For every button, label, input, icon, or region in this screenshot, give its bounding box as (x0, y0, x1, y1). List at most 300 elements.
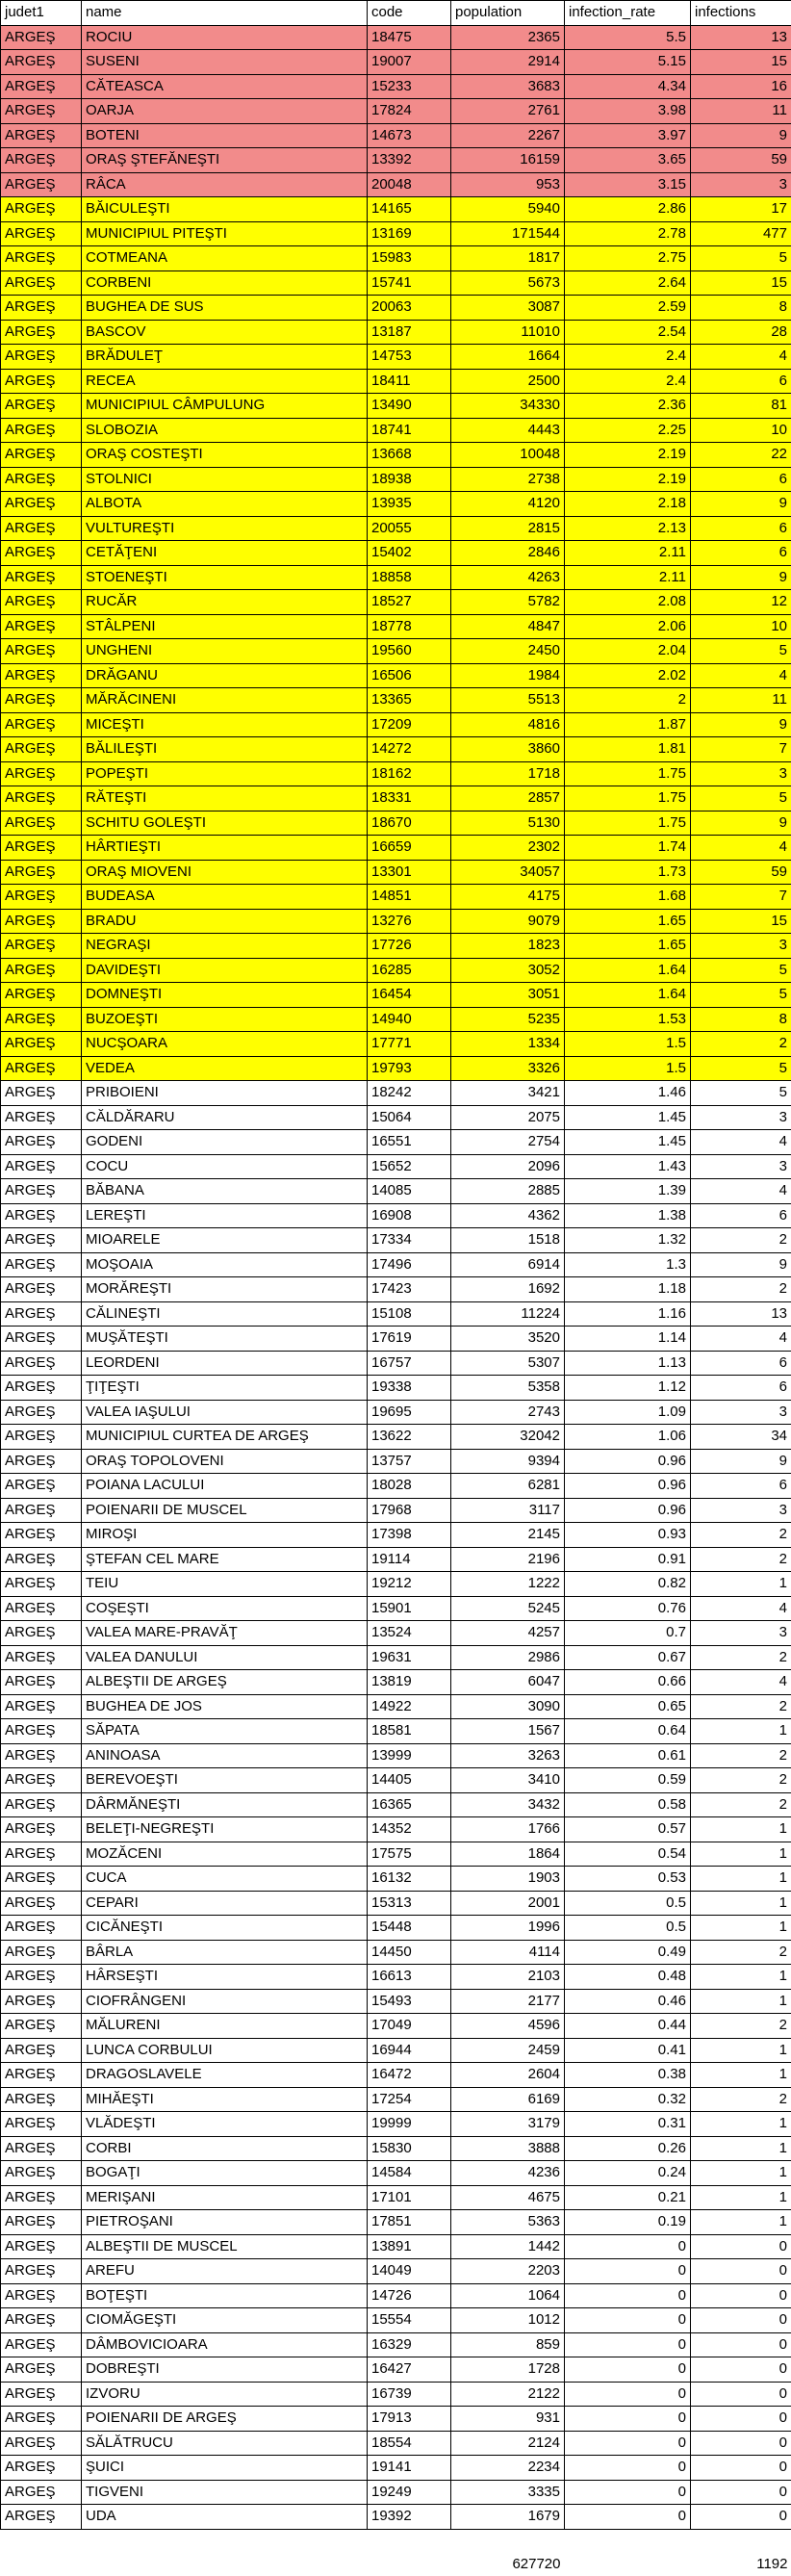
cell-name[interactable]: CICĂNEŞTI (82, 1916, 368, 1941)
cell-infection-rate[interactable]: 1.43 (565, 1154, 691, 1179)
cell-judet1[interactable]: ARGEŞ (1, 590, 82, 615)
cell-infection-rate[interactable]: 2.11 (565, 565, 691, 590)
cell-infection-rate[interactable]: 2.19 (565, 443, 691, 468)
cell-name[interactable]: STOLNICI (82, 467, 368, 492)
cell-name[interactable]: CETĂŢENI (82, 541, 368, 566)
cell-name[interactable]: GODENI (82, 1130, 368, 1155)
cell-code[interactable]: 14726 (368, 2283, 451, 2308)
cell-name[interactable]: UDA (82, 2505, 368, 2530)
cell-name[interactable]: DÂMBOVICIOARA (82, 2332, 368, 2357)
cell-population[interactable]: 2096 (451, 1154, 565, 1179)
cell-judet1[interactable]: ARGEŞ (1, 2332, 82, 2357)
cell-judet1[interactable]: ARGEŞ (1, 983, 82, 1008)
cell-infection-rate[interactable]: 1.53 (565, 1007, 691, 1032)
cell-name[interactable]: CORBENI (82, 270, 368, 296)
cell-code[interactable]: 19999 (368, 2112, 451, 2137)
cell-infections[interactable]: 22 (691, 443, 791, 468)
cell-population[interactable]: 2761 (451, 99, 565, 124)
cell-code[interactable]: 17496 (368, 1252, 451, 1277)
cell-judet1[interactable]: ARGEŞ (1, 2014, 82, 2039)
cell-population[interactable]: 4120 (451, 492, 565, 517)
cell-population[interactable]: 953 (451, 172, 565, 197)
cell-infections[interactable]: 3 (691, 172, 791, 197)
cell-name[interactable]: COCU (82, 1154, 368, 1179)
cell-infections[interactable]: 6 (691, 1351, 791, 1376)
cell-population[interactable]: 859 (451, 2332, 565, 2357)
cell-population[interactable]: 1766 (451, 1817, 565, 1842)
cell-judet1[interactable]: ARGEŞ (1, 25, 82, 50)
cell-infections[interactable]: 4 (691, 1130, 791, 1155)
cell-infections[interactable]: 15 (691, 270, 791, 296)
cell-population[interactable]: 6047 (451, 1670, 565, 1695)
cell-code[interactable]: 14450 (368, 1940, 451, 1965)
cell-infection-rate[interactable]: 5.5 (565, 25, 691, 50)
cell-name[interactable]: PIETROŞANI (82, 2210, 368, 2235)
cell-name[interactable]: AREFU (82, 2259, 368, 2284)
cell-code[interactable]: 19560 (368, 639, 451, 664)
cell-name[interactable]: BUDEASA (82, 885, 368, 910)
header-name[interactable]: name (82, 1, 368, 26)
cell-infection-rate[interactable]: 0 (565, 2456, 691, 2481)
cell-judet1[interactable]: ARGEŞ (1, 1425, 82, 1450)
cell-name[interactable]: LUNCA CORBULUI (82, 2038, 368, 2063)
cell-infections[interactable]: 2 (691, 2087, 791, 2112)
cell-judet1[interactable]: ARGEŞ (1, 1645, 82, 1670)
cell-population[interactable]: 1222 (451, 1572, 565, 1597)
header-code[interactable]: code (368, 1, 451, 26)
cell-infection-rate[interactable]: 2.59 (565, 296, 691, 321)
cell-population[interactable]: 4816 (451, 712, 565, 737)
cell-code[interactable]: 18028 (368, 1474, 451, 1499)
cell-judet1[interactable]: ARGEŞ (1, 934, 82, 959)
cell-infection-rate[interactable]: 2.36 (565, 394, 691, 419)
cell-infection-rate[interactable]: 2.19 (565, 467, 691, 492)
cell-judet1[interactable]: ARGEŞ (1, 1719, 82, 1744)
cell-judet1[interactable]: ARGEŞ (1, 172, 82, 197)
cell-infection-rate[interactable]: 2.4 (565, 369, 691, 394)
cell-infection-rate[interactable]: 0 (565, 2332, 691, 2357)
cell-infection-rate[interactable]: 0.93 (565, 1523, 691, 1548)
cell-code[interactable]: 13891 (368, 2234, 451, 2259)
cell-population[interactable]: 2075 (451, 1105, 565, 1130)
cell-infection-rate[interactable]: 0.65 (565, 1694, 691, 1719)
cell-population[interactable]: 3432 (451, 1792, 565, 1817)
cell-code[interactable]: 19793 (368, 1056, 451, 1081)
cell-infection-rate[interactable]: 5.15 (565, 50, 691, 75)
cell-population[interactable]: 3410 (451, 1768, 565, 1793)
cell-code[interactable]: 13622 (368, 1425, 451, 1450)
cell-code[interactable]: 15233 (368, 74, 451, 99)
cell-name[interactable]: ORAŞ COSTEŞTI (82, 443, 368, 468)
cell-code[interactable]: 13668 (368, 443, 451, 468)
cell-judet1[interactable]: ARGEŞ (1, 1130, 82, 1155)
cell-judet1[interactable]: ARGEŞ (1, 2456, 82, 2481)
cell-population[interactable]: 1692 (451, 1277, 565, 1302)
cell-infection-rate[interactable]: 0.19 (565, 2210, 691, 2235)
cell-infections[interactable]: 81 (691, 394, 791, 419)
cell-judet1[interactable]: ARGEŞ (1, 1596, 82, 1621)
cell-code[interactable]: 17209 (368, 712, 451, 737)
cell-infection-rate[interactable]: 2.04 (565, 639, 691, 664)
cell-judet1[interactable]: ARGEŞ (1, 761, 82, 786)
cell-judet1[interactable]: ARGEŞ (1, 197, 82, 222)
header-infections[interactable]: infections (691, 1, 791, 26)
cell-infection-rate[interactable]: 0 (565, 2480, 691, 2505)
cell-infections[interactable]: 9 (691, 1252, 791, 1277)
cell-judet1[interactable]: ARGEŞ (1, 1694, 82, 1719)
header-judet1[interactable]: judet1 (1, 1, 82, 26)
cell-infections[interactable]: 10 (691, 418, 791, 443)
cell-infection-rate[interactable]: 1.3 (565, 1252, 691, 1277)
cell-code[interactable]: 16285 (368, 958, 451, 983)
cell-infection-rate[interactable]: 3.98 (565, 99, 691, 124)
cell-name[interactable]: SĂLĂTRUCU (82, 2431, 368, 2456)
cell-infections[interactable]: 2 (691, 1523, 791, 1548)
cell-infection-rate[interactable]: 2.4 (565, 345, 691, 370)
cell-population[interactable]: 2754 (451, 1130, 565, 1155)
cell-name[interactable]: BUZOEŞTI (82, 1007, 368, 1032)
cell-infections[interactable]: 2 (691, 1768, 791, 1793)
cell-judet1[interactable]: ARGEŞ (1, 2038, 82, 2063)
cell-code[interactable]: 17334 (368, 1228, 451, 1253)
cell-infection-rate[interactable]: 0.76 (565, 1596, 691, 1621)
cell-judet1[interactable]: ARGEŞ (1, 2407, 82, 2432)
cell-judet1[interactable]: ARGEŞ (1, 2505, 82, 2530)
cell-code[interactable]: 17771 (368, 1032, 451, 1057)
cell-infections[interactable]: 7 (691, 737, 791, 762)
cell-judet1[interactable]: ARGEŞ (1, 1474, 82, 1499)
cell-code[interactable]: 13490 (368, 394, 451, 419)
cell-infection-rate[interactable]: 0 (565, 2407, 691, 2432)
cell-infection-rate[interactable]: 0.61 (565, 1743, 691, 1768)
cell-name[interactable]: POIENARII DE ARGEŞ (82, 2407, 368, 2432)
cell-judet1[interactable]: ARGEŞ (1, 1203, 82, 1228)
cell-infection-rate[interactable]: 1.09 (565, 1400, 691, 1425)
cell-judet1[interactable]: ARGEŞ (1, 909, 82, 934)
cell-code[interactable]: 15313 (368, 1891, 451, 1916)
cell-infection-rate[interactable]: 1.32 (565, 1228, 691, 1253)
cell-code[interactable]: 15108 (368, 1301, 451, 1327)
cell-population[interactable]: 3052 (451, 958, 565, 983)
cell-judet1[interactable]: ARGEŞ (1, 1179, 82, 1204)
cell-name[interactable]: POIANA LACULUI (82, 1474, 368, 1499)
cell-name[interactable]: MERIŞANI (82, 2185, 368, 2210)
cell-infection-rate[interactable]: 0.7 (565, 1621, 691, 1646)
cell-population[interactable]: 1984 (451, 663, 565, 688)
cell-judet1[interactable]: ARGEŞ (1, 565, 82, 590)
cell-infection-rate[interactable]: 0.53 (565, 1867, 691, 1892)
cell-name[interactable]: HÂRSEŞTI (82, 1965, 368, 1990)
cell-population[interactable]: 6281 (451, 1474, 565, 1499)
cell-name[interactable]: ANINOASA (82, 1743, 368, 1768)
cell-population[interactable]: 1823 (451, 934, 565, 959)
cell-code[interactable]: 19249 (368, 2480, 451, 2505)
cell-judet1[interactable]: ARGEŞ (1, 2185, 82, 2210)
cell-name[interactable]: ORAŞ MIOVENI (82, 860, 368, 885)
cell-judet1[interactable]: ARGEŞ (1, 1376, 82, 1401)
cell-infection-rate[interactable]: 3.65 (565, 148, 691, 173)
cell-infections[interactable]: 9 (691, 565, 791, 590)
cell-code[interactable]: 13301 (368, 860, 451, 885)
cell-code[interactable]: 19141 (368, 2456, 451, 2481)
cell-infection-rate[interactable]: 2.86 (565, 197, 691, 222)
cell-infections[interactable]: 0 (691, 2505, 791, 2530)
cell-population[interactable]: 4263 (451, 565, 565, 590)
cell-name[interactable]: BEREVOEŞTI (82, 1768, 368, 1793)
cell-code[interactable]: 19695 (368, 1400, 451, 1425)
cell-infections[interactable]: 2 (691, 1032, 791, 1057)
cell-infection-rate[interactable]: 1.75 (565, 761, 691, 786)
cell-code[interactable]: 14272 (368, 737, 451, 762)
cell-population[interactable]: 1679 (451, 2505, 565, 2530)
cell-infection-rate[interactable]: 1.65 (565, 934, 691, 959)
cell-infections[interactable]: 0 (691, 2332, 791, 2357)
cell-infections[interactable]: 5 (691, 246, 791, 271)
cell-infections[interactable]: 1 (691, 2136, 791, 2161)
cell-infection-rate[interactable]: 1.16 (565, 1301, 691, 1327)
cell-population[interactable]: 2196 (451, 1547, 565, 1572)
cell-infection-rate[interactable]: 0 (565, 2382, 691, 2407)
cell-name[interactable]: DAVIDEŞTI (82, 958, 368, 983)
cell-code[interactable]: 16454 (368, 983, 451, 1008)
cell-infections[interactable]: 0 (691, 2259, 791, 2284)
cell-infections[interactable]: 1 (691, 1719, 791, 1744)
cell-name[interactable]: BRADU (82, 909, 368, 934)
cell-infections[interactable]: 2 (691, 1228, 791, 1253)
cell-judet1[interactable]: ARGEŞ (1, 1891, 82, 1916)
cell-infections[interactable]: 13 (691, 25, 791, 50)
cell-population[interactable]: 4114 (451, 1940, 565, 1965)
cell-judet1[interactable]: ARGEŞ (1, 1081, 82, 1106)
cell-infections[interactable]: 4 (691, 1596, 791, 1621)
cell-judet1[interactable]: ARGEŞ (1, 836, 82, 861)
cell-population[interactable]: 16159 (451, 148, 565, 173)
cell-judet1[interactable]: ARGEŞ (1, 1916, 82, 1941)
cell-infections[interactable]: 28 (691, 320, 791, 345)
cell-infection-rate[interactable]: 0.96 (565, 1474, 691, 1499)
cell-population[interactable]: 9079 (451, 909, 565, 934)
cell-infection-rate[interactable]: 1.14 (565, 1327, 691, 1352)
cell-name[interactable]: BASCOV (82, 320, 368, 345)
cell-population[interactable]: 3335 (451, 2480, 565, 2505)
cell-infection-rate[interactable]: 1.06 (565, 1425, 691, 1450)
cell-code[interactable]: 13935 (368, 492, 451, 517)
cell-name[interactable]: CĂLDĂRARU (82, 1105, 368, 1130)
cell-name[interactable]: NUCŞOARA (82, 1032, 368, 1057)
cell-population[interactable]: 34330 (451, 394, 565, 419)
cell-name[interactable]: DRĂGANU (82, 663, 368, 688)
cell-population[interactable]: 2177 (451, 1989, 565, 2014)
cell-judet1[interactable]: ARGEŞ (1, 2357, 82, 2383)
cell-judet1[interactable]: ARGEŞ (1, 320, 82, 345)
cell-infections[interactable]: 9 (691, 123, 791, 148)
cell-population[interactable]: 4847 (451, 614, 565, 639)
cell-name[interactable]: CUCA (82, 1867, 368, 1892)
cell-population[interactable]: 2986 (451, 1645, 565, 1670)
cell-infections[interactable]: 3 (691, 1400, 791, 1425)
cell-population[interactable]: 5513 (451, 688, 565, 713)
cell-population[interactable]: 1864 (451, 1842, 565, 1867)
cell-infection-rate[interactable]: 0.26 (565, 2136, 691, 2161)
cell-infections[interactable]: 1 (691, 1891, 791, 1916)
cell-judet1[interactable]: ARGEŞ (1, 541, 82, 566)
cell-name[interactable]: VEDEA (82, 1056, 368, 1081)
cell-judet1[interactable]: ARGEŞ (1, 492, 82, 517)
cell-infection-rate[interactable]: 0.38 (565, 2063, 691, 2088)
cell-code[interactable]: 15493 (368, 1989, 451, 2014)
cell-judet1[interactable]: ARGEŞ (1, 246, 82, 271)
cell-code[interactable]: 17398 (368, 1523, 451, 1548)
cell-name[interactable]: VALEA IAŞULUI (82, 1400, 368, 1425)
cell-infections[interactable]: 9 (691, 712, 791, 737)
cell-population[interactable]: 6169 (451, 2087, 565, 2112)
cell-infection-rate[interactable]: 0.5 (565, 1891, 691, 1916)
cell-code[interactable]: 16613 (368, 1965, 451, 1990)
cell-infection-rate[interactable]: 0.46 (565, 1989, 691, 2014)
cell-name[interactable]: TEIU (82, 1572, 368, 1597)
cell-population[interactable]: 5363 (451, 2210, 565, 2235)
cell-infections[interactable]: 3 (691, 1105, 791, 1130)
cell-infections[interactable]: 6 (691, 369, 791, 394)
cell-population[interactable]: 5307 (451, 1351, 565, 1376)
cell-population[interactable]: 1664 (451, 345, 565, 370)
cell-infection-rate[interactable]: 2.08 (565, 590, 691, 615)
cell-judet1[interactable]: ARGEŞ (1, 2161, 82, 2186)
cell-name[interactable]: STOENEŞTI (82, 565, 368, 590)
cell-code[interactable]: 16506 (368, 663, 451, 688)
cell-name[interactable]: MOŞOAIA (82, 1252, 368, 1277)
cell-infection-rate[interactable]: 2.75 (565, 246, 691, 271)
cell-population[interactable]: 4596 (451, 2014, 565, 2039)
cell-infection-rate[interactable]: 0.32 (565, 2087, 691, 2112)
cell-judet1[interactable]: ARGEŞ (1, 688, 82, 713)
cell-infection-rate[interactable]: 2.11 (565, 541, 691, 566)
cell-infections[interactable]: 34 (691, 1425, 791, 1450)
cell-name[interactable]: MICEŞTI (82, 712, 368, 737)
cell-judet1[interactable]: ARGEŞ (1, 74, 82, 99)
cell-infections[interactable]: 3 (691, 761, 791, 786)
cell-judet1[interactable]: ARGEŞ (1, 270, 82, 296)
cell-infection-rate[interactable]: 1.87 (565, 712, 691, 737)
cell-population[interactable]: 3263 (451, 1743, 565, 1768)
cell-code[interactable]: 17619 (368, 1327, 451, 1352)
cell-population[interactable]: 4175 (451, 885, 565, 910)
cell-population[interactable]: 1996 (451, 1916, 565, 1941)
cell-code[interactable]: 13819 (368, 1670, 451, 1695)
cell-population[interactable]: 2450 (451, 639, 565, 664)
cell-population[interactable]: 5130 (451, 811, 565, 836)
cell-population[interactable]: 3888 (451, 2136, 565, 2161)
cell-name[interactable]: DOBREŞTI (82, 2357, 368, 2383)
cell-code[interactable]: 13169 (368, 221, 451, 246)
cell-code[interactable]: 15901 (368, 1596, 451, 1621)
cell-infections[interactable]: 5 (691, 786, 791, 811)
cell-code[interactable]: 16944 (368, 2038, 451, 2063)
cell-name[interactable]: CEPARI (82, 1891, 368, 1916)
cell-infections[interactable]: 1 (691, 2112, 791, 2137)
cell-code[interactable]: 20055 (368, 516, 451, 541)
cell-name[interactable]: OARJA (82, 99, 368, 124)
cell-infections[interactable]: 8 (691, 296, 791, 321)
cell-judet1[interactable]: ARGEŞ (1, 860, 82, 885)
cell-infection-rate[interactable]: 1.38 (565, 1203, 691, 1228)
cell-judet1[interactable]: ARGEŞ (1, 443, 82, 468)
cell-code[interactable]: 14851 (368, 885, 451, 910)
cell-population[interactable]: 171544 (451, 221, 565, 246)
cell-code[interactable]: 15652 (368, 1154, 451, 1179)
cell-population[interactable]: 3087 (451, 296, 565, 321)
cell-code[interactable]: 13524 (368, 1621, 451, 1646)
cell-judet1[interactable]: ARGEŞ (1, 1621, 82, 1646)
cell-population[interactable]: 4362 (451, 1203, 565, 1228)
cell-infection-rate[interactable]: 3.97 (565, 123, 691, 148)
cell-infections[interactable]: 2 (691, 1792, 791, 1817)
cell-infection-rate[interactable]: 2.02 (565, 663, 691, 688)
cell-name[interactable]: CORBI (82, 2136, 368, 2161)
cell-infection-rate[interactable]: 2.06 (565, 614, 691, 639)
cell-code[interactable]: 14940 (368, 1007, 451, 1032)
cell-infection-rate[interactable]: 2.25 (565, 418, 691, 443)
cell-infection-rate[interactable]: 0 (565, 2505, 691, 2530)
cell-name[interactable]: RECEA (82, 369, 368, 394)
cell-judet1[interactable]: ARGEŞ (1, 2087, 82, 2112)
cell-name[interactable]: ROCIU (82, 25, 368, 50)
cell-infection-rate[interactable]: 0.82 (565, 1572, 691, 1597)
cell-population[interactable]: 3860 (451, 737, 565, 762)
cell-judet1[interactable]: ARGEŞ (1, 1056, 82, 1081)
cell-population[interactable]: 3520 (451, 1327, 565, 1352)
cell-name[interactable]: DRAGOSLAVELE (82, 2063, 368, 2088)
cell-infection-rate[interactable]: 0 (565, 2259, 691, 2284)
cell-infections[interactable]: 6 (691, 1203, 791, 1228)
cell-code[interactable]: 17049 (368, 2014, 451, 2039)
cell-population[interactable]: 1728 (451, 2357, 565, 2383)
cell-infections[interactable]: 477 (691, 221, 791, 246)
cell-infection-rate[interactable]: 0.49 (565, 1940, 691, 1965)
cell-judet1[interactable]: ARGEŞ (1, 663, 82, 688)
cell-infection-rate[interactable]: 0.44 (565, 2014, 691, 2039)
cell-infections[interactable]: 59 (691, 860, 791, 885)
cell-population[interactable]: 2857 (451, 786, 565, 811)
cell-population[interactable]: 2145 (451, 1523, 565, 1548)
cell-population[interactable]: 2267 (451, 123, 565, 148)
cell-infection-rate[interactable]: 0.21 (565, 2185, 691, 2210)
cell-infection-rate[interactable]: 0.58 (565, 1792, 691, 1817)
cell-judet1[interactable]: ARGEŞ (1, 1327, 82, 1352)
cell-judet1[interactable]: ARGEŞ (1, 1572, 82, 1597)
cell-population[interactable]: 4257 (451, 1621, 565, 1646)
cell-infections[interactable]: 0 (691, 2357, 791, 2383)
cell-infection-rate[interactable]: 0.66 (565, 1670, 691, 1695)
cell-judet1[interactable]: ARGEŞ (1, 885, 82, 910)
cell-code[interactable]: 15741 (368, 270, 451, 296)
cell-infection-rate[interactable]: 0.5 (565, 1916, 691, 1941)
cell-population[interactable]: 1567 (451, 1719, 565, 1744)
cell-judet1[interactable]: ARGEŞ (1, 1940, 82, 1965)
cell-infections[interactable]: 0 (691, 2234, 791, 2259)
cell-population[interactable]: 3683 (451, 74, 565, 99)
cell-infection-rate[interactable]: 2.64 (565, 270, 691, 296)
cell-infection-rate[interactable]: 0.96 (565, 1498, 691, 1523)
cell-name[interactable]: VALEA DANULUI (82, 1645, 368, 1670)
cell-judet1[interactable]: ARGEŞ (1, 1301, 82, 1327)
cell-infection-rate[interactable]: 4.34 (565, 74, 691, 99)
cell-name[interactable]: MUNICIPIUL PITEŞTI (82, 221, 368, 246)
header-infection-rate[interactable]: infection_rate (565, 1, 691, 26)
cell-name[interactable]: SUSENI (82, 50, 368, 75)
cell-name[interactable]: MIOARELE (82, 1228, 368, 1253)
cell-infections[interactable]: 4 (691, 345, 791, 370)
